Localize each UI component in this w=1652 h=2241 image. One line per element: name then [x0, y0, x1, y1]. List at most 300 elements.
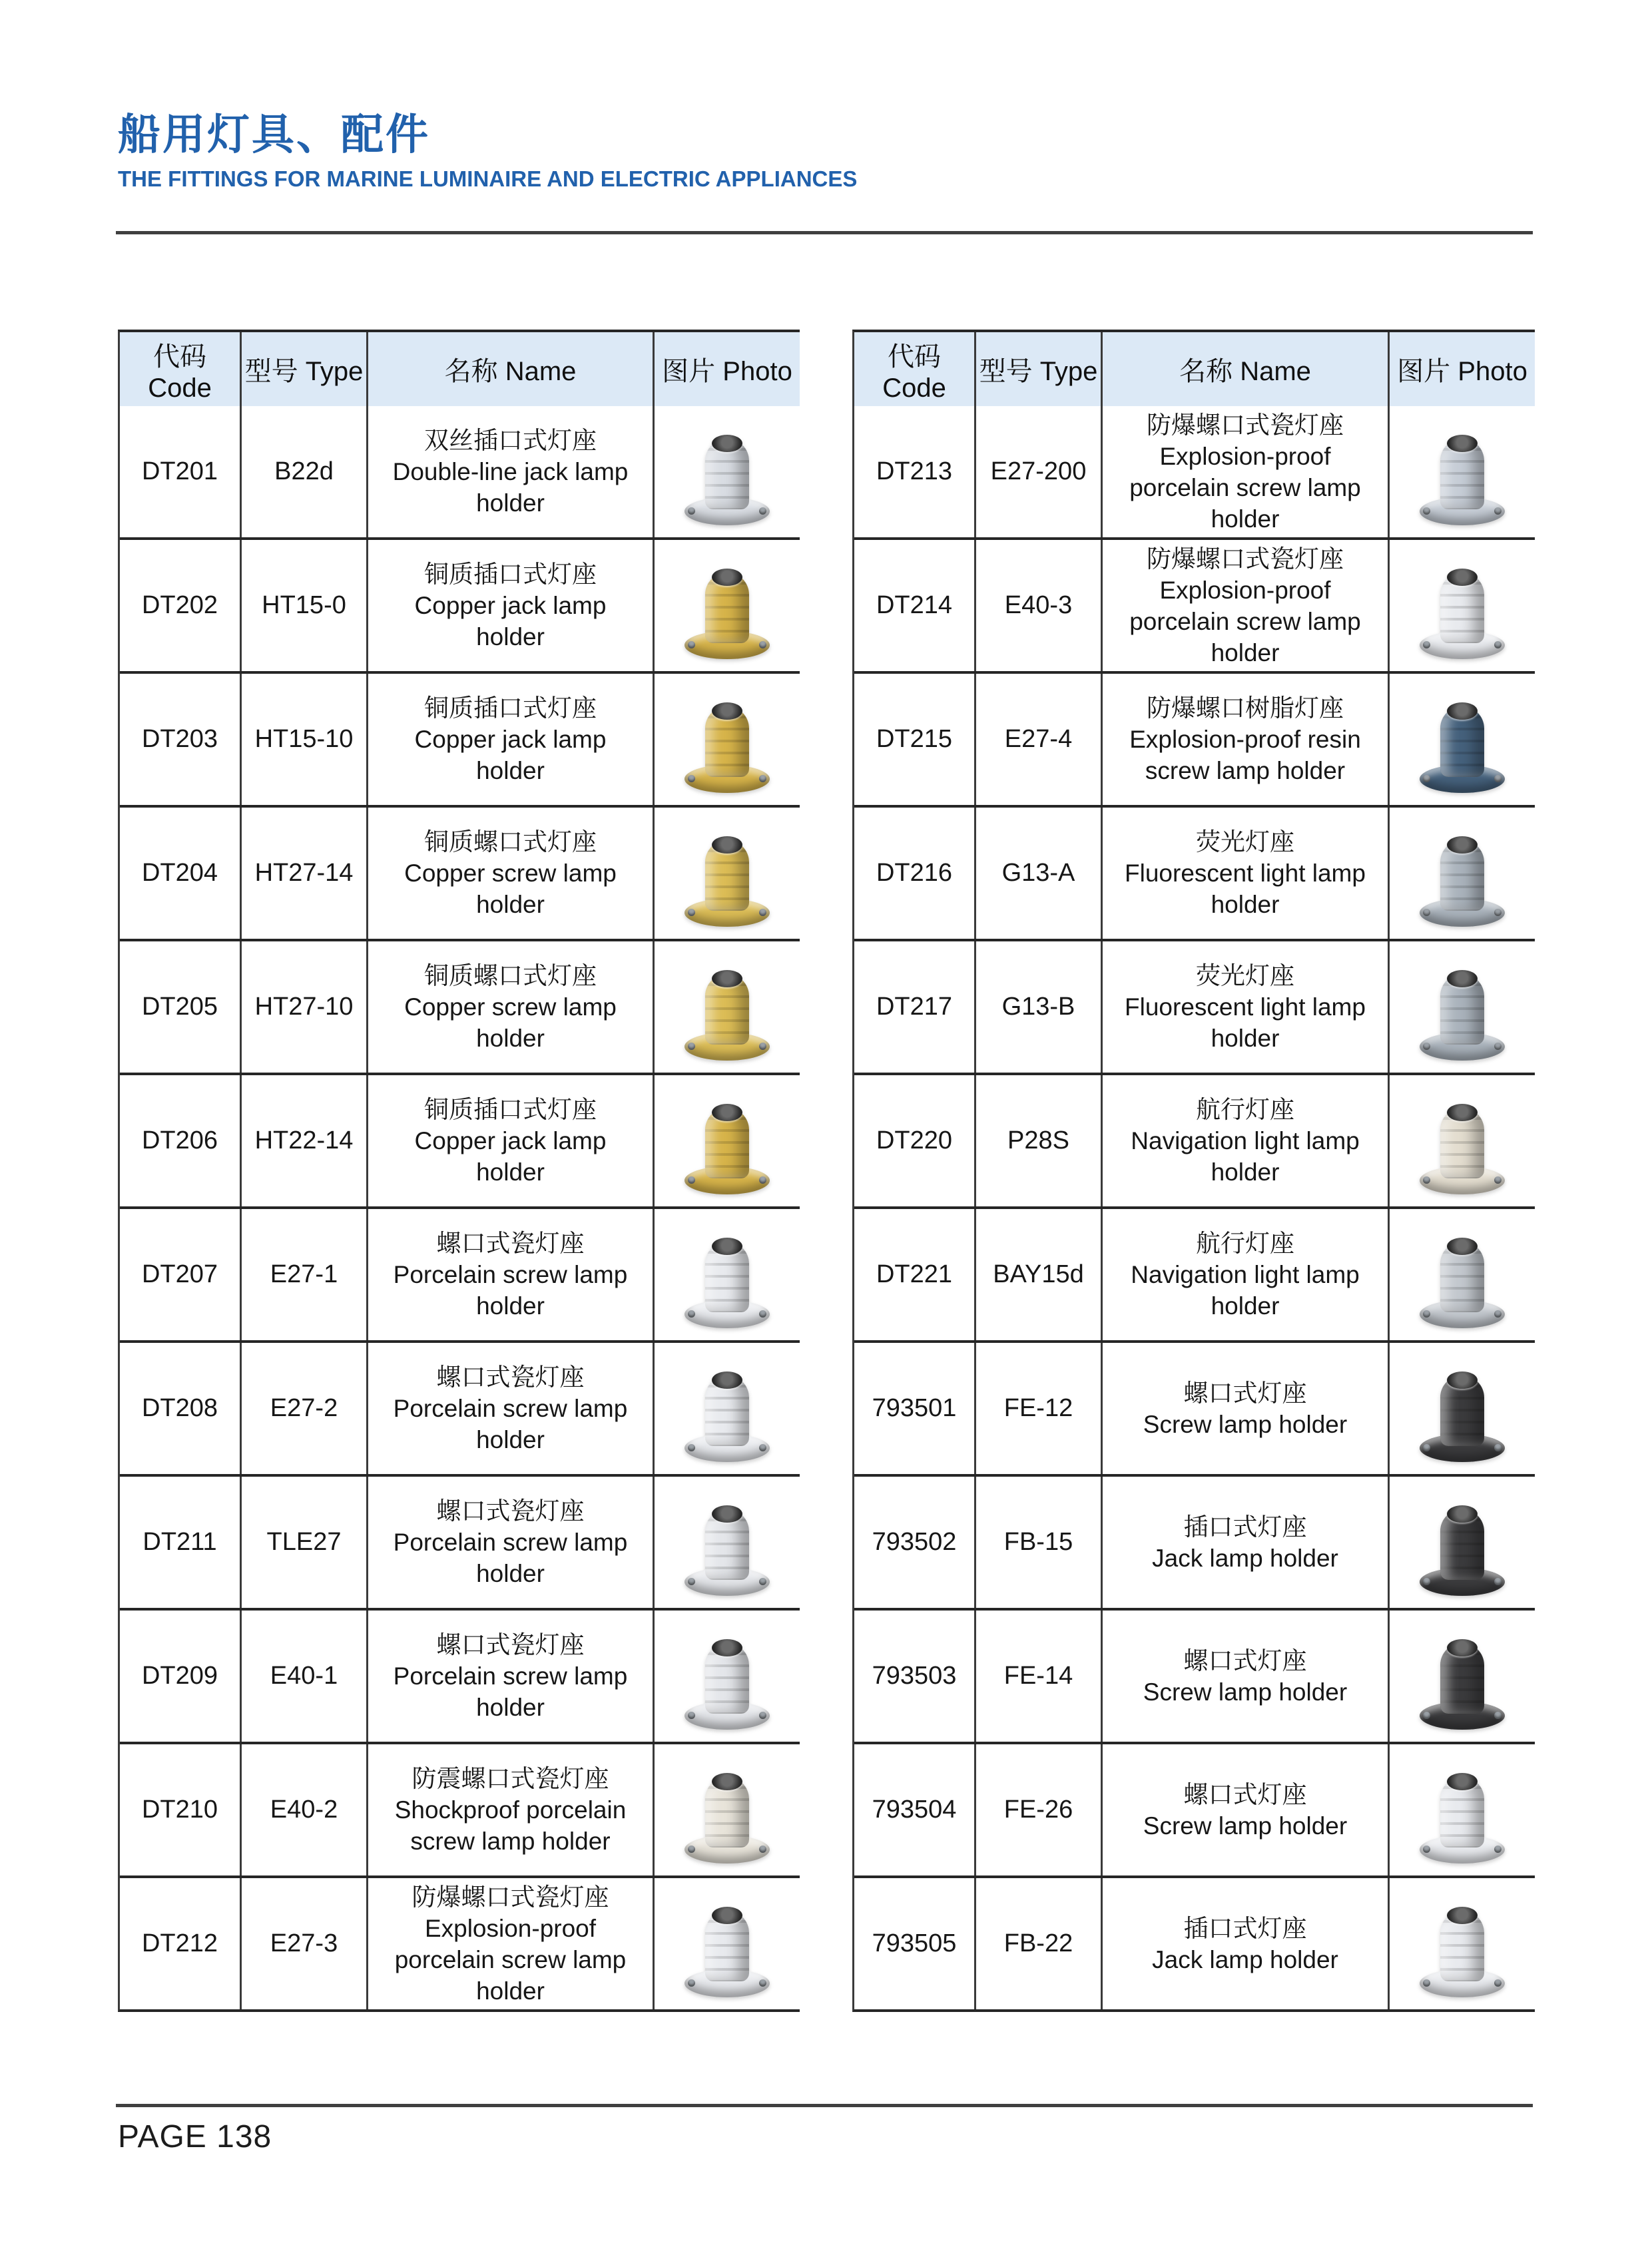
photo-screw: [1423, 507, 1430, 515]
photo-screw: [759, 1712, 766, 1719]
name-cell: [1101, 1611, 1388, 1742]
column-header-photo: 图片 Photo: [1388, 332, 1535, 406]
photo-screw: [688, 1176, 695, 1184]
name-cell: [1101, 540, 1388, 671]
photo-cell: [1388, 1878, 1535, 2009]
photo-screw: [1494, 1578, 1502, 1585]
photo-socket-hole: [712, 1505, 742, 1523]
code-cell: 793503: [872, 1662, 957, 1690]
photo-cell: [1388, 1477, 1535, 1608]
type-cell: G13-A: [974, 808, 1101, 939]
product-name-zh: 铜质插口式灯座: [424, 694, 597, 722]
product-name: [378, 1495, 643, 1589]
column-header-code: 代码 Code: [148, 342, 212, 403]
type-cell: HT22-14: [240, 1075, 366, 1206]
photo-screw: [1423, 1176, 1430, 1184]
photo-screw: [1423, 1043, 1430, 1050]
product-name-en: Double-line jack lamp holder: [392, 458, 629, 517]
product-name-en: Explosion-proof porcelain screw lamp holder: [1129, 576, 1361, 666]
product-photo: [677, 1889, 778, 1999]
product-name: [378, 1228, 643, 1322]
photo-cell: [1388, 1343, 1535, 1474]
photo-screw: [1494, 775, 1502, 782]
photo-cell: [1388, 1075, 1535, 1206]
product-photo: [677, 1087, 778, 1196]
table-row: [854, 1742, 1535, 1875]
type-cell: E40-2: [240, 1744, 366, 1875]
type-cell: G13-B: [974, 941, 1101, 1073]
photo-cell: [1388, 674, 1535, 805]
name-cell: [366, 540, 653, 671]
photo-screw: [1423, 775, 1430, 782]
product-name: [1112, 692, 1378, 786]
code-cell: DT208: [141, 1394, 218, 1422]
product-name-zh: 铜质螺口式灯座: [424, 962, 597, 989]
product-name: [1112, 1228, 1378, 1322]
product-name-en: Navigation light lamp holder: [1131, 1127, 1360, 1186]
column-header-name: 名称 Name: [366, 332, 653, 406]
code-cell: 793502: [872, 1528, 957, 1556]
name-cell: [1101, 1209, 1388, 1340]
photo-screw: [759, 1578, 766, 1585]
product-photo: [677, 1622, 778, 1731]
type-cell: HT15-10: [240, 674, 366, 805]
photo-screw: [1494, 909, 1502, 916]
code-cell: DT207: [141, 1260, 218, 1288]
code-cell: DT213: [876, 457, 953, 485]
photo-cell: [653, 1343, 800, 1474]
product-name-en: Shockproof porcelain screw lamp holder: [394, 1796, 627, 1855]
type-cell: FE-14: [974, 1611, 1101, 1742]
type-cell: E27-3: [240, 1878, 366, 2009]
table-header-row: [120, 332, 800, 406]
photo-socket-hole: [712, 1907, 742, 1924]
code-cell: DT216: [876, 859, 953, 887]
table-header-row: [854, 332, 1535, 406]
product-photo: [677, 1488, 778, 1597]
name-cell: [366, 808, 653, 939]
code-cell: 793504: [872, 1796, 957, 1824]
name-cell: [366, 1075, 653, 1206]
photo-screw: [688, 641, 695, 648]
product-name: [378, 425, 643, 519]
photo-cell: [1388, 808, 1535, 939]
product-photo: [677, 551, 778, 660]
type-cell: FE-12: [974, 1343, 1101, 1474]
product-name-en: Copper jack lamp holder: [414, 592, 607, 650]
photo-socket-hole: [1447, 1639, 1478, 1656]
product-name-zh: 螺口式瓷灯座: [436, 1364, 585, 1391]
name-cell: [366, 941, 653, 1073]
code-cell: DT206: [141, 1126, 218, 1154]
table-row: [854, 1875, 1535, 2009]
photo-screw: [759, 775, 766, 782]
product-name-en: Jack lamp holder: [1152, 1544, 1338, 1572]
photo-cell: [653, 1744, 800, 1875]
product-name-en: Jack lamp holder: [1152, 1945, 1338, 1973]
type-cell: E27-2: [240, 1343, 366, 1474]
photo-screw: [1494, 1043, 1502, 1050]
photo-cell: [1388, 406, 1535, 537]
code-cell: DT215: [876, 725, 953, 753]
header-divider: [116, 231, 1533, 234]
product-photo: [1412, 417, 1513, 527]
photo-screw: [688, 909, 695, 916]
product-name-zh: 荧光灯座: [1196, 962, 1294, 989]
code-cell: DT202: [141, 591, 218, 619]
table-row: [854, 805, 1535, 939]
photo-screw: [759, 909, 766, 916]
product-name: [1112, 1094, 1378, 1188]
photo-socket-hole: [712, 1639, 742, 1656]
fittings-table-left: [118, 330, 800, 2012]
product-photo: [677, 1220, 778, 1330]
photo-cell: [653, 674, 800, 805]
product-name: [378, 826, 643, 920]
code-cell: DT204: [141, 859, 218, 887]
product-name-en: Screw lamp holder: [1143, 1678, 1348, 1706]
type-cell: TLE27: [240, 1477, 366, 1608]
table-row: [854, 939, 1535, 1073]
product-name-en: Explosion-proof resin screw lamp holder: [1129, 726, 1361, 784]
photo-socket-hole: [1447, 435, 1478, 452]
product-name: [378, 1629, 643, 1723]
product-name-zh: 螺口式灯座: [1183, 1780, 1307, 1808]
table-row: [854, 671, 1535, 805]
product-photo: [1412, 1354, 1513, 1463]
product-photo: [677, 1756, 778, 1865]
product-name-en: Screw lamp holder: [1143, 1812, 1348, 1840]
photo-screw: [759, 1444, 766, 1451]
photo-socket-hole: [1447, 1505, 1478, 1523]
product-photo: [1412, 1756, 1513, 1865]
type-cell: E27-1: [240, 1209, 366, 1340]
type-cell: BAY15d: [974, 1209, 1101, 1340]
product-name-zh: 螺口式灯座: [1183, 1646, 1307, 1674]
product-photo: [1412, 1087, 1513, 1196]
table-row: [120, 1742, 800, 1875]
photo-cell: [653, 540, 800, 671]
table-row: [120, 939, 800, 1073]
product-name-zh: 螺口式灯座: [1183, 1379, 1307, 1407]
photo-cell: [653, 1209, 800, 1340]
name-cell: [366, 406, 653, 537]
product-name: [378, 960, 643, 1054]
photo-cell: [1388, 540, 1535, 671]
type-cell: HT27-10: [240, 941, 366, 1073]
code-cell: DT210: [141, 1796, 218, 1824]
photo-socket-hole: [1447, 1773, 1478, 1790]
table-row: [854, 537, 1535, 671]
photo-screw: [688, 1846, 695, 1853]
photo-socket-hole: [712, 702, 742, 720]
product-name-zh: 螺口式瓷灯座: [436, 1631, 585, 1658]
product-name-en: Copper jack lamp holder: [414, 726, 607, 784]
code-cell: DT205: [141, 993, 218, 1021]
name-cell: [366, 1744, 653, 1875]
product-photo: [1412, 819, 1513, 928]
photo-screw: [688, 1043, 695, 1050]
table-row: [120, 1340, 800, 1474]
photo-cell: [653, 941, 800, 1073]
code-cell: DT221: [876, 1260, 953, 1288]
photo-cell: [653, 1611, 800, 1742]
product-photo: [677, 953, 778, 1062]
product-name: [378, 1763, 643, 1857]
product-name: [1112, 826, 1378, 920]
photo-screw: [1423, 1979, 1430, 1987]
photo-screw: [1494, 641, 1502, 648]
product-name-zh: 插口式灯座: [1183, 1513, 1307, 1541]
table-row: [120, 537, 800, 671]
photo-screw: [688, 1310, 695, 1318]
table-row: [854, 1073, 1535, 1206]
product-name: [1143, 1779, 1347, 1842]
name-cell: [1101, 1343, 1388, 1474]
product-name: [1143, 1645, 1347, 1708]
name-cell: [1101, 1075, 1388, 1206]
product-name-en: Porcelain screw lamp holder: [393, 1261, 628, 1320]
column-header-code: 代码 Code: [882, 342, 946, 403]
name-cell: [366, 1611, 653, 1742]
product-name: [378, 1362, 643, 1455]
product-photo: [1412, 1622, 1513, 1731]
photo-screw: [1423, 1444, 1430, 1451]
photo-cell: [1388, 1744, 1535, 1875]
photo-screw: [759, 1176, 766, 1184]
photo-screw: [1494, 1176, 1502, 1184]
product-name-zh: 航行灯座: [1196, 1096, 1294, 1123]
product-name-zh: 插口式灯座: [1183, 1914, 1307, 1942]
product-name-en: Copper screw lamp holder: [404, 860, 617, 918]
product-name: [1143, 1377, 1347, 1440]
page-title-zh: 船用灯具、配件: [118, 111, 430, 158]
photo-cell: [653, 1477, 800, 1608]
photo-socket-hole: [1447, 1907, 1478, 1924]
product-name-en: Screw lamp holder: [1143, 1410, 1348, 1438]
product-name-zh: 双丝插口式灯座: [424, 427, 597, 454]
product-name: [1112, 409, 1378, 535]
photo-cell: [1388, 1209, 1535, 1340]
name-cell: [366, 1343, 653, 1474]
product-name-zh: 防爆螺口树脂灯座: [1147, 694, 1344, 722]
table-row: [120, 1608, 800, 1742]
type-cell: E27-200: [974, 406, 1101, 537]
photo-socket-hole: [1447, 702, 1478, 720]
table-row: [120, 406, 800, 537]
photo-socket-hole: [1447, 1371, 1478, 1389]
table-row: [854, 1608, 1535, 1742]
photo-screw: [1423, 1310, 1430, 1318]
column-header-type: 型号 Type: [240, 332, 366, 406]
type-cell: E27-4: [974, 674, 1101, 805]
product-name-en: Copper jack lamp holder: [414, 1127, 607, 1186]
product-name-zh: 螺口式瓷灯座: [436, 1497, 585, 1525]
name-cell: [1101, 941, 1388, 1073]
product-name-en: Explosion-proof porcelain screw lamp holder: [394, 1914, 627, 2005]
photo-socket-hole: [712, 435, 742, 452]
product-name: [1152, 1913, 1338, 1975]
product-photo: [1412, 953, 1513, 1062]
photo-screw: [1494, 1979, 1502, 1987]
column-header-photo: 图片 Photo: [653, 332, 800, 406]
product-name: [378, 1881, 643, 2007]
photo-socket-hole: [1447, 1104, 1478, 1121]
product-name-en: Navigation light lamp holder: [1131, 1261, 1360, 1320]
product-photo: [1412, 685, 1513, 794]
code-cell: DT201: [141, 457, 218, 485]
type-cell: FB-22: [974, 1878, 1101, 2009]
product-name-en: Copper screw lamp holder: [404, 993, 617, 1052]
product-name-en: Porcelain screw lamp holder: [393, 1662, 628, 1721]
code-cell: DT220: [876, 1126, 953, 1154]
name-cell: [1101, 406, 1388, 537]
photo-screw: [759, 1846, 766, 1853]
photo-socket-hole: [712, 1238, 742, 1255]
photo-screw: [759, 1310, 766, 1318]
photo-screw: [759, 507, 766, 515]
photo-screw: [688, 507, 695, 515]
product-name: [378, 1094, 643, 1188]
type-cell: HT15-0: [240, 540, 366, 671]
photo-screw: [1423, 1578, 1430, 1585]
photo-cell: [653, 1878, 800, 2009]
type-cell: HT27-14: [240, 808, 366, 939]
table-row: [120, 1073, 800, 1206]
type-cell: B22d: [240, 406, 366, 537]
type-cell: P28S: [974, 1075, 1101, 1206]
product-photo: [1412, 551, 1513, 660]
code-cell: DT214: [876, 591, 953, 619]
photo-screw: [1423, 1712, 1430, 1719]
photo-cell: [653, 808, 800, 939]
photo-screw: [1423, 1846, 1430, 1853]
name-cell: [366, 1878, 653, 2009]
photo-socket-hole: [1447, 836, 1478, 854]
name-cell: [1101, 674, 1388, 805]
code-cell: DT212: [141, 1929, 218, 1957]
photo-socket-hole: [712, 1104, 742, 1121]
photo-screw: [688, 1444, 695, 1451]
product-photo: [1412, 1488, 1513, 1597]
product-name-zh: 航行灯座: [1196, 1230, 1294, 1257]
photo-screw: [688, 1712, 695, 1719]
product-name: [1112, 543, 1378, 668]
code-cell: 793501: [872, 1394, 957, 1422]
code-cell: DT217: [876, 993, 953, 1021]
name-cell: [1101, 1477, 1388, 1608]
name-cell: [366, 1209, 653, 1340]
name-cell: [1101, 808, 1388, 939]
photo-screw: [1423, 641, 1430, 648]
product-name-en: Explosion-proof porcelain screw lamp holder: [1129, 442, 1361, 533]
table-row: [120, 671, 800, 805]
table-row: [120, 1206, 800, 1340]
photo-cell: [653, 406, 800, 537]
type-cell: E40-1: [240, 1611, 366, 1742]
table-row: [854, 1206, 1535, 1340]
name-cell: [366, 674, 653, 805]
photo-socket-hole: [1447, 569, 1478, 586]
product-photo: [1412, 1889, 1513, 1999]
product-name-en: Fluorescent light lamp holder: [1125, 993, 1366, 1052]
table-row: [854, 1474, 1535, 1608]
photo-socket-hole: [712, 1371, 742, 1389]
product-name-zh: 防震螺口式瓷灯座: [412, 1765, 609, 1792]
product-name: [1152, 1511, 1338, 1574]
name-cell: [366, 1477, 653, 1608]
product-photo: [677, 417, 778, 527]
column-header-type: 型号 Type: [974, 332, 1101, 406]
code-cell: DT209: [141, 1662, 218, 1690]
photo-screw: [759, 1979, 766, 1987]
photo-socket-hole: [712, 836, 742, 854]
table-row: [120, 805, 800, 939]
table-row: [854, 406, 1535, 537]
product-name-zh: 铜质插口式灯座: [424, 1096, 597, 1123]
product-photo: [1412, 1220, 1513, 1330]
product-name-en: Fluorescent light lamp holder: [1125, 860, 1366, 918]
name-cell: [1101, 1878, 1388, 2009]
product-name-en: Porcelain screw lamp holder: [393, 1529, 628, 1587]
type-cell: FE-26: [974, 1744, 1101, 1875]
page-number: PAGE 138: [118, 2119, 272, 2154]
photo-cell: [653, 1075, 800, 1206]
footer-divider: [116, 2104, 1533, 2107]
product-name-zh: 螺口式瓷灯座: [436, 1230, 585, 1257]
product-name-zh: 铜质螺口式灯座: [424, 828, 597, 856]
photo-screw: [1494, 1712, 1502, 1719]
photo-cell: [1388, 941, 1535, 1073]
product-name: [1112, 960, 1378, 1054]
product-name: [378, 559, 643, 652]
code-cell: DT203: [141, 725, 218, 753]
photo-screw: [1494, 1310, 1502, 1318]
photo-socket-hole: [1447, 1238, 1478, 1255]
table-row: [120, 1474, 800, 1608]
product-photo: [677, 685, 778, 794]
photo-screw: [1494, 507, 1502, 515]
photo-socket-hole: [1447, 970, 1478, 987]
photo-socket-hole: [712, 1773, 742, 1790]
photo-socket-hole: [712, 970, 742, 987]
photo-screw: [1494, 1444, 1502, 1451]
type-cell: E40-3: [974, 540, 1101, 671]
product-name-zh: 荧光灯座: [1196, 828, 1294, 856]
type-cell: FB-15: [974, 1477, 1101, 1608]
product-name-zh: 防爆螺口式瓷灯座: [412, 1883, 609, 1911]
product-name-en: Porcelain screw lamp holder: [393, 1395, 628, 1453]
fittings-table-right: [852, 330, 1535, 2012]
photo-screw: [688, 1578, 695, 1585]
photo-screw: [688, 1979, 695, 1987]
photo-screw: [1494, 1846, 1502, 1853]
product-name-zh: 铜质插口式灯座: [424, 561, 597, 588]
name-cell: [1101, 1744, 1388, 1875]
code-cell: 793505: [872, 1929, 957, 1957]
photo-socket-hole: [712, 569, 742, 586]
product-name: [378, 692, 643, 786]
product-name-zh: 防爆螺口式瓷灯座: [1147, 545, 1344, 573]
photo-screw: [688, 775, 695, 782]
photo-screw: [1423, 909, 1430, 916]
table-row: [854, 1340, 1535, 1474]
photo-screw: [759, 1043, 766, 1050]
photo-cell: [1388, 1611, 1535, 1742]
code-cell: DT211: [142, 1528, 217, 1556]
table-row: [120, 1875, 800, 2009]
product-photo: [677, 819, 778, 928]
